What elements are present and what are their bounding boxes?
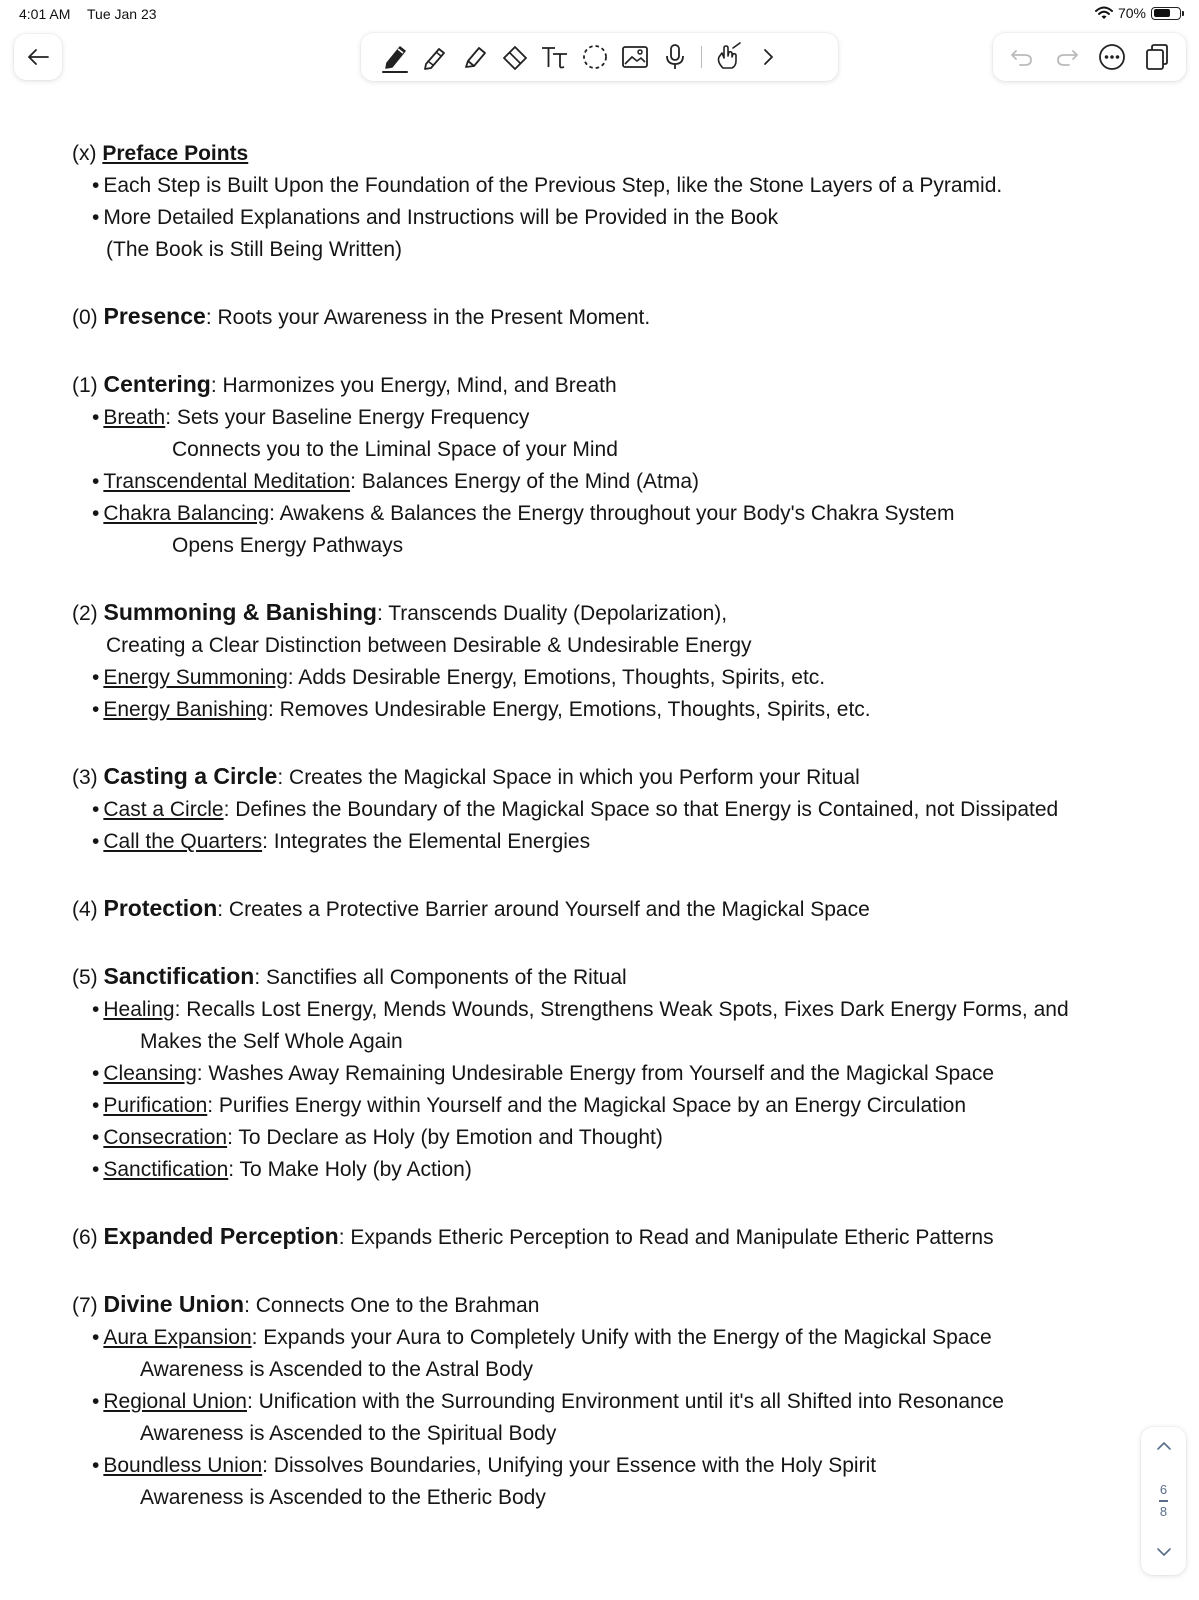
current-page: 6 xyxy=(1159,1482,1168,1498)
bullet-description: : Dissolves Boundaries, Unifying your Essence with the Holy Spirit xyxy=(262,1454,877,1477)
bullet-term: Chakra Balancing xyxy=(103,502,270,525)
section-title: Preface Points xyxy=(102,142,249,165)
bullet-item xyxy=(72,826,1132,858)
battery-icon xyxy=(1151,7,1181,20)
section-title: Centering xyxy=(103,371,211,397)
bullet-item xyxy=(72,1090,1132,1122)
chevron-up-icon xyxy=(1155,1440,1173,1452)
lasso-tool-button[interactable] xyxy=(575,37,615,77)
actions-toolbar xyxy=(993,33,1186,81)
section-heading xyxy=(72,596,1132,630)
bullet-term: Sanctification xyxy=(103,1158,229,1181)
bullet-continuation: Awareness is Ascended to the Spiritual Body xyxy=(140,1422,557,1445)
section-number: (0) xyxy=(72,306,98,329)
bullet-item xyxy=(72,1154,1132,1186)
bullet-item xyxy=(72,794,1132,826)
section-heading xyxy=(72,1220,1132,1254)
section-title: Presence xyxy=(103,303,206,329)
eraser-tool-icon xyxy=(500,42,530,72)
bullet-term: Cleansing xyxy=(103,1062,197,1085)
section-number: (3) xyxy=(72,766,98,789)
undo-button[interactable] xyxy=(1002,37,1042,77)
bullet-term: Regional Union xyxy=(103,1390,247,1413)
more-tools-button[interactable] xyxy=(748,37,788,77)
text-tool-button[interactable] xyxy=(535,37,575,77)
battery-percent: 70% xyxy=(1117,5,1146,21)
wifi-icon xyxy=(1095,6,1113,20)
pencil-tool-icon xyxy=(420,42,450,72)
note-page[interactable] xyxy=(72,138,1132,1548)
section-heading xyxy=(72,138,1132,170)
section-sanctification xyxy=(72,960,1132,1186)
touch-draw-button[interactable] xyxy=(708,37,748,77)
touch-draw-icon xyxy=(713,42,743,72)
bullet-description: : Washes Away Remaining Undesirable Energy from Yourself and the Magickal Space xyxy=(196,1062,995,1085)
bullet-continuation: Awareness is Ascended to the Etheric Body xyxy=(140,1486,546,1509)
section-expanded-perception xyxy=(72,1220,1132,1254)
pages-icon xyxy=(1144,43,1170,71)
section-title: Divine Union xyxy=(103,1291,245,1317)
image-tool-button[interactable] xyxy=(615,37,655,77)
chevron-down-icon xyxy=(1155,1546,1173,1558)
chevron-right-icon xyxy=(758,47,778,67)
section-description: : Expands Etheric Perception to Read and Manipulate Etheric Patterns xyxy=(338,1226,994,1249)
page-indicator xyxy=(1159,1483,1168,1519)
section-heading xyxy=(72,960,1132,994)
section-number: (x) xyxy=(72,142,97,165)
section-protection xyxy=(72,892,1132,926)
drawing-toolbar xyxy=(361,33,838,81)
bullet-item: • More Detailed Explanations and Instructions will be Provided in the Book xyxy=(72,202,1132,234)
section-title: Casting a Circle xyxy=(103,763,278,789)
section-description: : Roots your Awareness in the Present Moment. xyxy=(205,306,651,329)
bullet-item xyxy=(72,1122,1132,1154)
back-button[interactable] xyxy=(14,34,62,80)
bullet-description: : Recalls Lost Energy, Mends Wounds, Strengthens Weak Spots, Fixes Dark Energy Forms, and xyxy=(174,998,1069,1021)
next-page-button[interactable] xyxy=(1155,1545,1173,1563)
pen-tool-button[interactable] xyxy=(375,37,415,77)
arrow-left-icon xyxy=(27,48,49,66)
bullet-description: : Sets your Baseline Energy Frequency xyxy=(165,406,530,429)
section-centering xyxy=(72,368,1132,562)
bullet-term: Aura Expansion xyxy=(103,1326,252,1349)
bullet-description: : To Make Holy (by Action) xyxy=(228,1158,472,1181)
bullet-term: Breath xyxy=(103,406,166,429)
section-summoning-banishing xyxy=(72,596,1132,726)
section-preface xyxy=(72,138,1132,266)
eraser-tool-button[interactable] xyxy=(495,37,535,77)
bullet-term: Call the Quarters xyxy=(103,830,263,853)
bullet-description: : Unification with the Surrounding Environment until it's all Shifted into Resonance xyxy=(246,1390,1004,1413)
bullet-item xyxy=(72,466,1132,498)
section-description: : Connects One to the Brahman xyxy=(244,1294,540,1317)
microphone-icon xyxy=(660,42,690,72)
status-right xyxy=(1095,5,1181,21)
section-casting-circle xyxy=(72,760,1132,858)
pages-button[interactable] xyxy=(1137,37,1177,77)
page-navigator xyxy=(1141,1427,1186,1575)
bullet-continuation: Opens Energy Pathways xyxy=(172,534,404,557)
text-tool-icon xyxy=(540,42,570,72)
section-heading xyxy=(72,1288,1132,1322)
bullet-item xyxy=(72,402,1132,434)
section-heading xyxy=(72,760,1132,794)
bullet-description: : Defines the Boundary of the Magickal Space so that Energy is Contained, not Dissipated xyxy=(223,798,1059,821)
section-number: (1) xyxy=(72,374,98,397)
bullet-term: Energy Banishing xyxy=(103,698,268,721)
bullet-item xyxy=(72,1322,1132,1354)
bullet-item xyxy=(72,694,1132,726)
section-heading xyxy=(72,892,1132,926)
bullet-item xyxy=(72,1450,1132,1482)
bullet-item xyxy=(72,1058,1132,1090)
bullet-term: Transcendental Meditation xyxy=(103,470,351,493)
pen-tool-icon xyxy=(380,41,410,73)
section-description: : Transcends Duality (Depolarization), xyxy=(376,602,728,625)
bullet-term: Healing xyxy=(103,998,175,1021)
redo-button[interactable] xyxy=(1047,37,1087,77)
bullet-item xyxy=(72,662,1132,694)
section-number: (5) xyxy=(72,966,98,989)
section-description: : Sanctifies all Components of the Ritual xyxy=(254,966,627,989)
bullet-description: : Integrates the Elemental Energies xyxy=(262,830,591,853)
bullet-item xyxy=(72,994,1132,1026)
bullet-term: Energy Summoning xyxy=(103,666,288,689)
status-date: Tue Jan 23 xyxy=(87,6,157,22)
status-time: 4:01 AM xyxy=(19,6,71,22)
section-number: (6) xyxy=(72,1226,98,1249)
section-title: Sanctification xyxy=(103,963,255,989)
section-title: Protection xyxy=(103,895,218,921)
bullet-continuation: (The Book is Still Being Written) xyxy=(106,238,403,261)
section-continuation: Creating a Clear Distinction between Desirable & Undesirable Energy xyxy=(106,634,752,657)
bullet-description: : Removes Undesirable Energy, Emotions, Thoughts, Spirits, etc. xyxy=(267,698,871,721)
section-title: Summoning & Banishing xyxy=(103,599,377,625)
section-description: : Creates a Protective Barrier around Yourself and the Magickal Space xyxy=(217,898,870,921)
bullet-description: : Purifies Energy within Yourself and the Magickal Space by an Energy Circulation xyxy=(207,1094,966,1117)
bullet-description: : To Declare as Holy (by Emotion and Thought) xyxy=(227,1126,663,1149)
status-bar xyxy=(0,0,1199,28)
microphone-button[interactable] xyxy=(655,37,695,77)
bullet-description: : Awakens & Balances the Energy throughout your Body's Chakra System xyxy=(269,502,955,525)
section-divine-union xyxy=(72,1288,1132,1514)
bullet-item xyxy=(72,1386,1132,1418)
bullet-term: Cast a Circle xyxy=(103,798,224,821)
bullet-continuation: Connects you to the Liminal Space of your Mind xyxy=(172,438,618,461)
total-pages: 8 xyxy=(1159,1503,1168,1519)
redo-icon xyxy=(1055,47,1079,67)
section-number: (4) xyxy=(72,898,98,921)
section-description: : Creates the Magickal Space in which you Perform your Ritual xyxy=(277,766,860,789)
bullet-continuation: Makes the Self Whole Again xyxy=(140,1030,403,1053)
section-description: : Harmonizes you Energy, Mind, and Breath xyxy=(210,374,617,397)
lasso-tool-icon xyxy=(580,42,610,72)
bullet-term: Boundless Union xyxy=(103,1454,263,1477)
section-number: (2) xyxy=(72,602,98,625)
undo-icon xyxy=(1010,47,1034,67)
bullet-description: : Expands your Aura to Completely Unify with the Energy of the Magickal Space xyxy=(251,1326,992,1349)
more-button[interactable] xyxy=(1092,37,1132,77)
page-divider xyxy=(1159,1500,1168,1502)
section-heading xyxy=(72,300,1132,334)
bullet-item xyxy=(72,498,1132,530)
previous-page-button[interactable] xyxy=(1155,1439,1173,1457)
highlighter-tool-button[interactable] xyxy=(455,37,495,77)
bullet-term: Purification xyxy=(103,1094,208,1117)
image-tool-icon xyxy=(620,42,650,72)
bullet-description: : Balances Energy of the Mind (Atma) xyxy=(350,470,700,493)
section-heading xyxy=(72,368,1132,402)
toolbar-divider xyxy=(701,46,702,68)
section-presence xyxy=(72,300,1132,334)
bullet-item: • Each Step is Built Upon the Foundation of the Previous Step, like the Stone Layers of a Pyramid. xyxy=(72,170,1132,202)
section-number: (7) xyxy=(72,1294,98,1317)
section-title: Expanded Perception xyxy=(103,1223,339,1249)
pencil-tool-button[interactable] xyxy=(415,37,455,77)
more-icon xyxy=(1098,43,1126,71)
bullet-term: Consecration xyxy=(103,1126,228,1149)
highlighter-tool-icon xyxy=(460,42,490,72)
bullet-continuation: Awareness is Ascended to the Astral Body xyxy=(140,1358,534,1381)
bullet-description: : Adds Desirable Energy, Emotions, Thoughts, Spirits, etc. xyxy=(287,666,826,689)
